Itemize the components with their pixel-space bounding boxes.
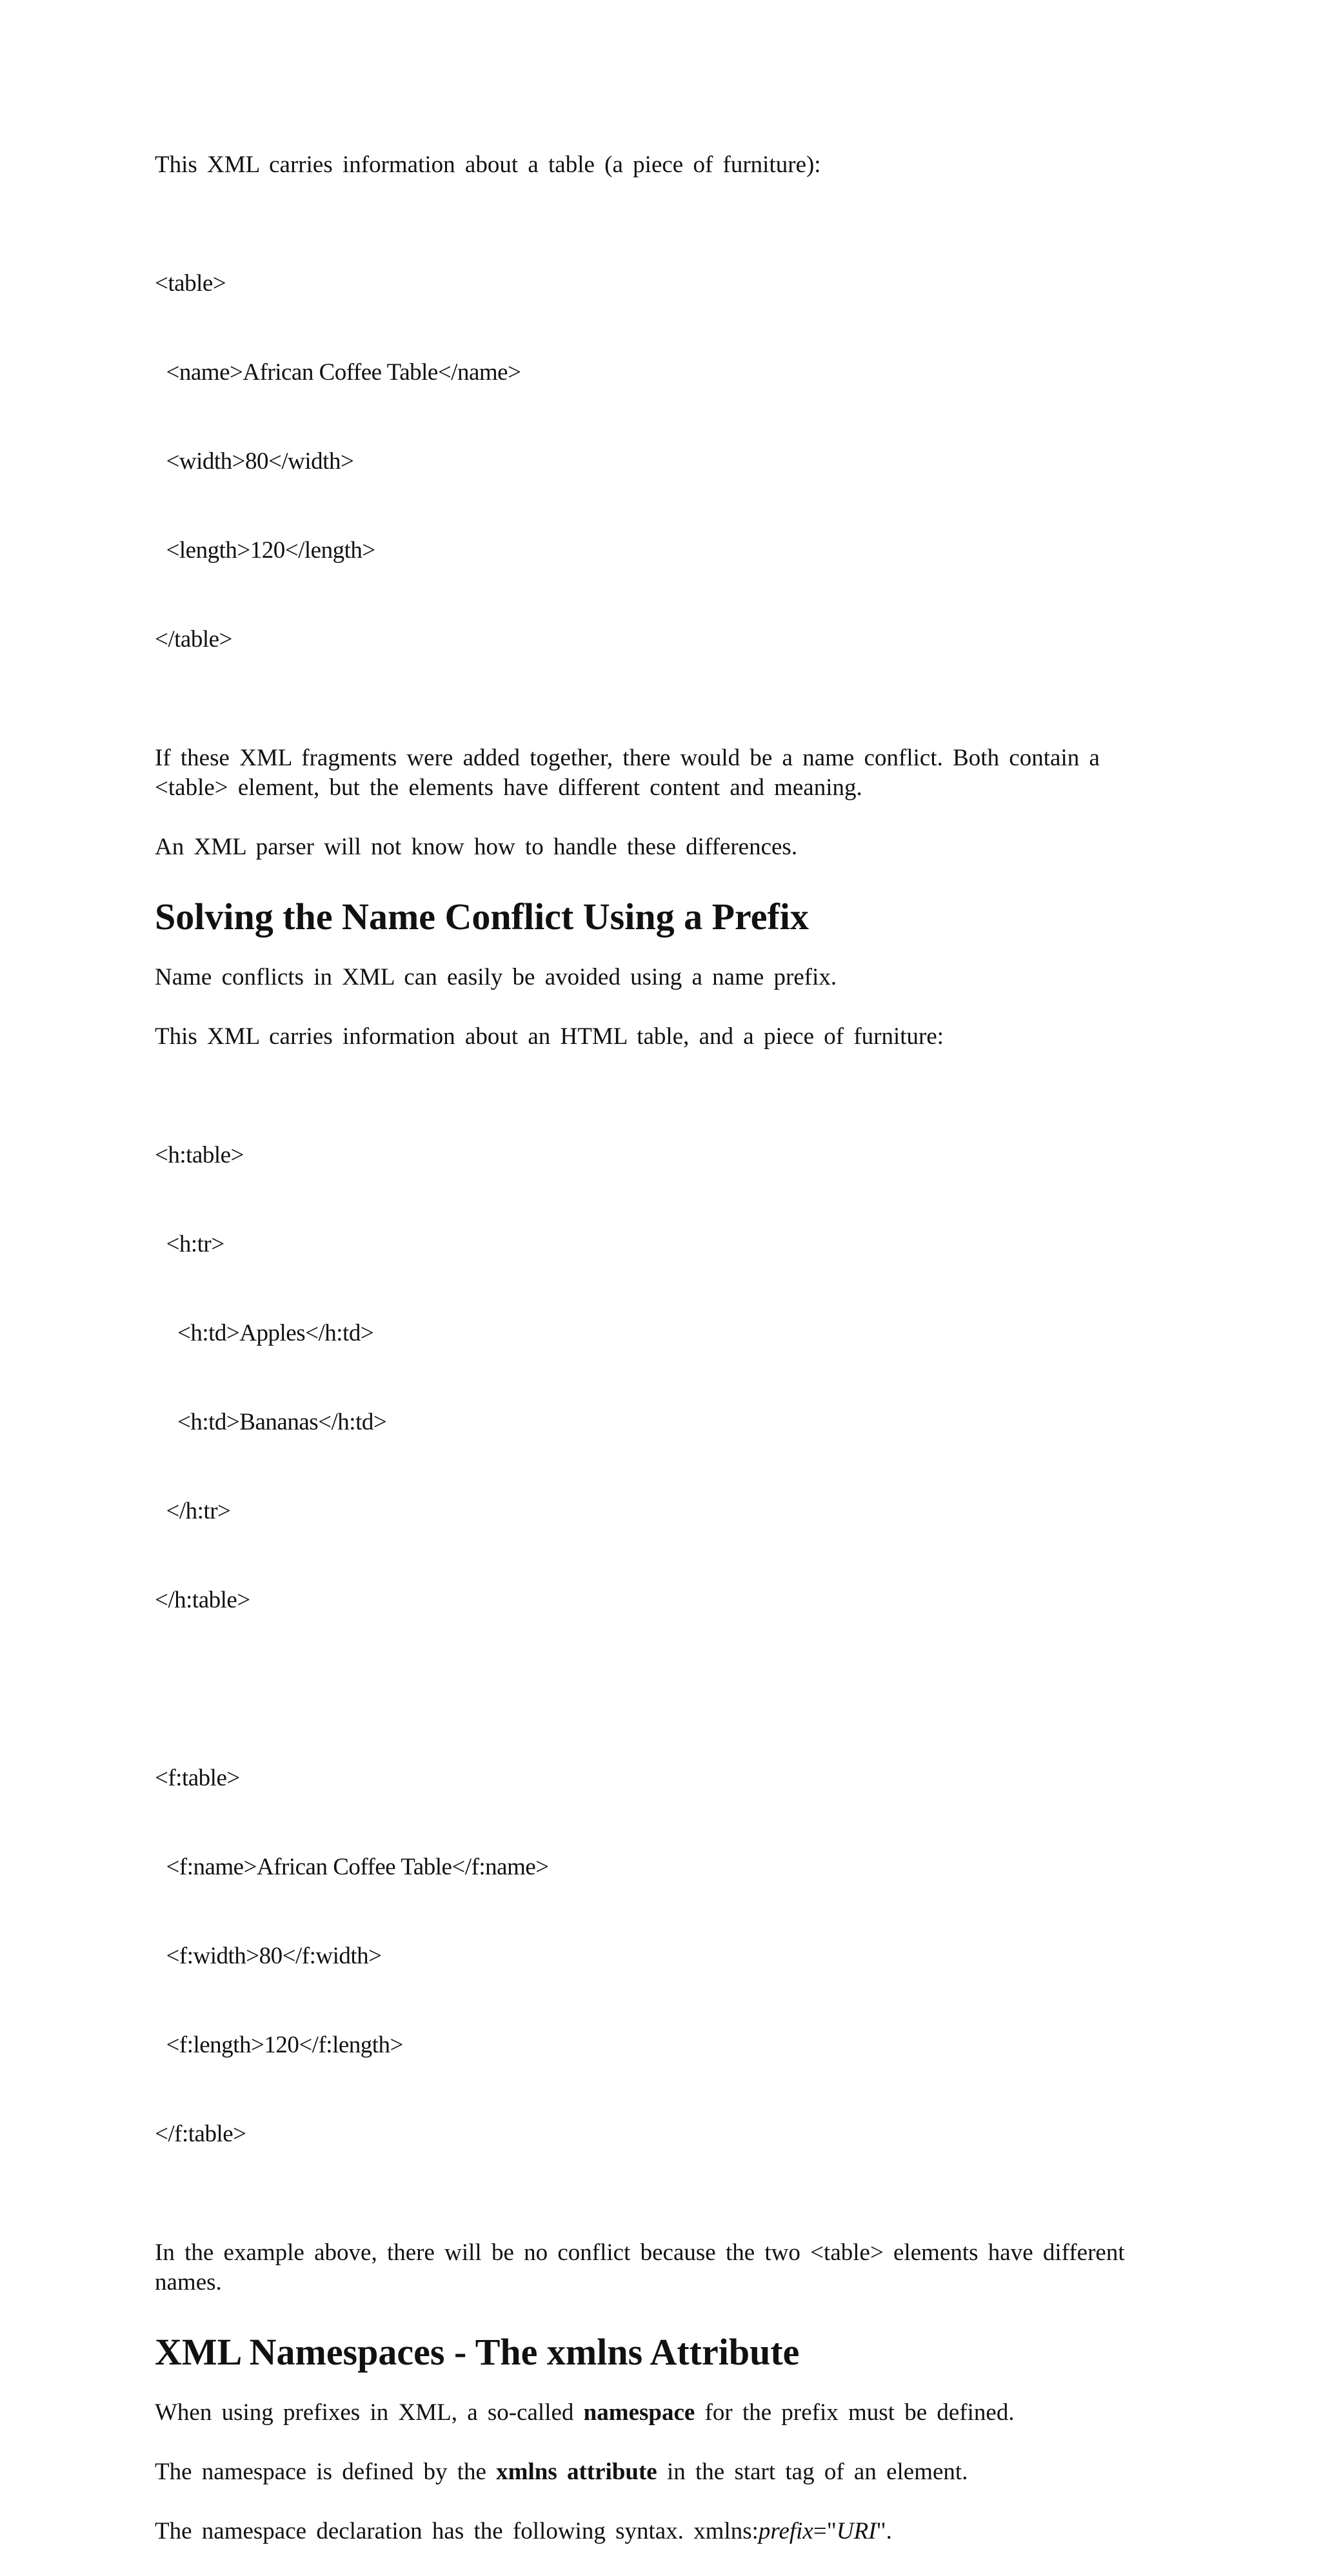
syntax-text-before: The namespace declaration has the following syntax. xmlns: [155, 2518, 759, 2544]
namespace-text-before: When using prefixes in XML, a so-called [155, 2399, 584, 2426]
code-line: <f:table> [155, 1765, 240, 1791]
syntax-uri-italic: URI [836, 2518, 877, 2544]
prefix-paragraph: Name conflicts in XML can easily be avoided using a name prefix. [155, 964, 837, 990]
namespace-text-after: for the prefix must be defined. [695, 2399, 1015, 2426]
heading-xml-namespaces: XML Namespaces - The xmlns Attribute [155, 2331, 800, 2373]
code-line: <length>120</length> [155, 537, 375, 564]
code-block-furniture [155, 210, 1148, 714]
conflict-paragraph: If these XML fragments were added together, there would be a name conflict. Both contain a <table> element, but the elements have different content and meaning. [155, 745, 1100, 801]
namespace-bold-term: namespace [583, 2399, 695, 2426]
xmlns-text-before: The namespace is defined by the [155, 2459, 497, 2485]
intro-both-paragraph: This XML carries information about an HTML table, and a piece of furniture: [155, 1023, 944, 1050]
code-line: </h:table> [155, 1587, 250, 1613]
code-line: <f:length>120</f:length> [155, 2032, 403, 2058]
code-line: <h:tr> [155, 1231, 224, 1257]
xmlns-attribute-paragraph [155, 2457, 1148, 2487]
code-line: <name>African Coffee Table</name> [155, 359, 521, 386]
code-block-f-table [155, 1704, 1148, 2208]
code-block-html-table [155, 1081, 1148, 1675]
xmlns-bold-term: xmlns attribute [496, 2459, 657, 2485]
code-line: <table> [155, 270, 226, 297]
code-line: </h:tr> [155, 1498, 231, 1524]
namespace-paragraph [155, 2398, 1148, 2428]
intro-furniture-paragraph: This XML carries information about a table (a piece of furniture): [155, 152, 821, 178]
code-line: <f:name>African Coffee Table</f:name> [155, 1854, 549, 1880]
code-line: </f:table> [155, 2121, 246, 2147]
code-line: <f:width>80</f:width> [155, 1943, 382, 1969]
parser-paragraph: An XML parser will not know how to handle these differences. [155, 834, 798, 860]
code-line: </table> [155, 626, 232, 653]
code-line: <h:td>Apples</h:td> [155, 1320, 374, 1346]
document-page [155, 150, 1148, 2576]
no-conflict-paragraph: In the example above, there will be no conflict because the two <table> elements have different names. [155, 2239, 1125, 2296]
syntax-text-middle: =" [813, 2518, 837, 2544]
syntax-paragraph [155, 2517, 1148, 2546]
code-line: <h:td>Bananas</h:td> [155, 1409, 387, 1435]
syntax-text-after: ". [876, 2518, 892, 2544]
xmlns-text-after: in the start tag of an element. [657, 2459, 968, 2485]
code-line: <width>80</width> [155, 448, 354, 475]
code-line: <h:table> [155, 1142, 244, 1168]
heading-solving-name-conflict: Solving the Name Conflict Using a Prefix [155, 896, 809, 938]
syntax-prefix-italic: prefix [758, 2518, 813, 2544]
